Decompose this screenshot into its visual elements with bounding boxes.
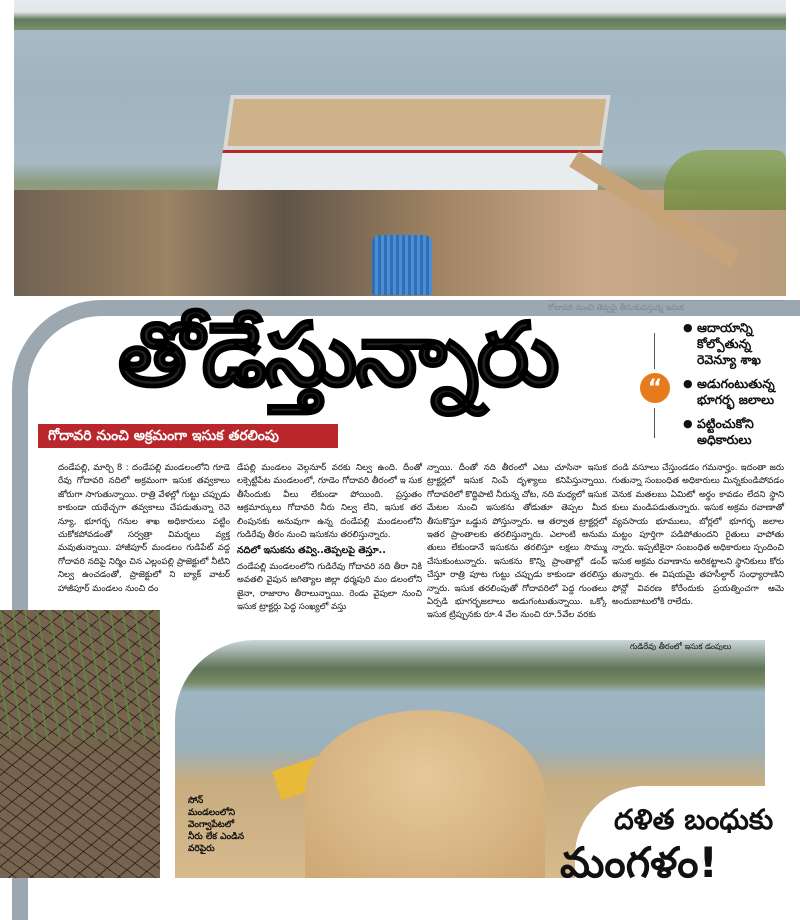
side-divider-bottom xyxy=(654,408,655,438)
far-riverbank xyxy=(14,0,786,30)
bottom-photo-caption: గుడిరేవు తీరంలో ఇసుక డంపులు xyxy=(630,642,732,651)
teaser-title[interactable]: దళిత బంధుకు xyxy=(614,803,774,836)
article-column-2-text-b: దండేపల్లి మండలంలోని గుడిరేవు గోదావరి నది తీరా నికి అవతలి వైపున జగిత్యాల జిల్లా ధర్మపురి మం డలంలోని జైనా, రాజారాం తీరాలున్నాయి. రెండు వైపులా నుంచి ఇసుక ట్రాక్టర్లు పెద్ద సంఖ్యలో వస్తు xyxy=(237,561,422,613)
highlight-item: ● ఆదాయాన్ని కోల్పోతున్న రెవెన్యూ శాఖ xyxy=(683,320,793,368)
shore-grass xyxy=(664,150,786,210)
sand-raft xyxy=(217,95,610,190)
top-photo xyxy=(14,0,786,296)
highlight-item: ● అడుగంటుతున్న భూగర్భ జలాలు xyxy=(683,376,793,408)
article-column-4: దండి వసూలు చేస్తుండడం గమనార్హం. ఇదంతా జరు గుతున్నా సంబంధిత అధికారులు మిన్నకుండిపోవడం వెనుక మతలబు ఏమిటో అర్థం కావడం లేదని స్థాని కులు మండిపడుతున్నారు. ఇసుక అక్రమ రవాణాతో వ్యవసాయ భూములు, బోర్లలో భూగర్భ జలాల మట్టం పూర్తిగా పడిపోతుందని రైతులు వాపోతు న్నారు. ఇప్పటికైనా సంబంధిత అధికారులు స్పందించి ఇసుక అక్రమ రవాణాను అరికట్టాలని స్థానికులు కోరు తున్నారు. ఈ విషయమై తహసీల్దార్ సంధ్యారాణిని ఫోన్లో వివరణ కోరేందుకు ప్రయత్నించగా ఆమె అందుబాటులోకి రాలేదు. xyxy=(612,463,784,608)
side-divider-top xyxy=(654,333,655,369)
article-column-1: దండేపల్లి, మార్చి 8 : దండేపల్లి మండలంలోని గూడె రేవు గోదావరి నదిలో అక్రమంగా ఇసుక తవ్వకాలు జోరుగా సాగుతున్నాయి. రాత్రి వేళల్లో గుట్టు చప్పుడు కాకుండా యథేచ్ఛగా తవ్వకాలు చేపడుతున్నా రెవె న్యూ, భూగర్భ గనుల శాఖ అధికారులు పట్టిం చుకోకపోవడంతో సర్వత్రా విమర్శలు వ్యక్త మవుతున్నాయి. హాజీపూర్ మండలం గుడిపేట్ వద్ద గోదావరి నదిపై నిర్మిం చిన ఎల్లంపల్లి ప్రాజెక్టులో నీటిని నిల్వ ఉంచడంతో, ప్రాజెక్టులో ని బ్యాక్ వాటర్ హాజీపూర్ మండలం నుంచి దం xyxy=(58,463,230,594)
article-column-3: న్నాయి. దీంతో నది తీరంలో ఎటు చూసినా ఇసుక ట్రాక్టర్లలో ఇసుక నింపే దృశ్యాలు కనిపిస్తున్నాయి. గోదావరిలో కొద్దిపాటి నీరున్న చోట, నది మధ్యలో ఇసుక మేటల నుంచి ఇసుకను తోడుతూ తెప్పల మీద తీసుకొస్తూ ఒడ్డున పోస్తున్నారు. ఆ తర్వాత ట్రాక్టర్లలో ఇతర ప్రాంతాలకు తరలిస్తున్నారు. ఎలాంటి అనుమ తులు లేకుండానే ఇసుకను తరలిస్తూ లక్షలు సొమ్ము చేసుకుంటున్నారు. ఇసుకను కొన్ని ప్రాంతాల్లో డంప్ చేస్తూ రాత్రి పూట గుట్టు చప్పుడు కాకుండా తరలిస్తు న్నారు. ఇసుక తరలింపుతో గోదావరిలో పెద్ద గుంతలు ఏర్పడి భూగర్భజలాలు అడుగంటుతున్నాయి. ఒక్కో ఇసుక ట్రిప్పునకు రూ.4 వేల నుంచి రూ.5వేల వరకు xyxy=(427,463,607,621)
cracked-field-caption: సోన్ మండలంలోని వెంగ్వాపేటలో నీరు లేక ఎండిన వరిపైరు xyxy=(188,796,245,854)
blue-rope xyxy=(372,235,432,295)
article-subheading: నదిలో ఇసుకను తవ్వి..తెప్పలపై తెస్తూ.. xyxy=(237,545,386,557)
top-photo-caption: గోదావరి నుంచి తెప్పపై తీసుకువస్తున్న ఇసుక xyxy=(548,300,783,314)
dry-paddy-sprouts xyxy=(0,610,160,740)
highlight-item: ● పట్టించుకోని అధికారులు xyxy=(683,416,793,448)
raft-hull xyxy=(217,150,603,193)
teaser-headline[interactable]: మంగళం! xyxy=(560,838,718,887)
cracked-field-photo xyxy=(0,610,160,878)
sand-dump xyxy=(305,710,545,878)
highlights-list xyxy=(683,320,793,456)
subheadline: గోదావరి నుంచి అక్రమంగా ఇసుక తరలింపు xyxy=(38,424,338,448)
quote-icon: “ xyxy=(640,373,670,403)
article-column-2 xyxy=(237,462,422,614)
article-column-2-text-a: డేపల్లి మండలం వెల్గనూర్ వరకు నిల్వ ఉంది. దీంతో లక్సెట్టిపేట మండలంలో, గూడెం గోదావరి తీరంలో ఇ సుక తీసేందుకు వీలు లేకుండా పోయింది. ప్రస్తుతం ఆక్రమార్కులు గోదావరి నీరు నిల్వ లేని, ఇసుక తర లింపునకు అనువుగా ఉన్న దండేపల్లి మండలంలోని గుడిరేవు తీరం నుంచి ఇసుకను తరలిస్తున్నారు. xyxy=(237,463,422,541)
raft-sand-load xyxy=(223,95,611,150)
headline: తోడేస్తున్నారు xyxy=(118,303,558,406)
